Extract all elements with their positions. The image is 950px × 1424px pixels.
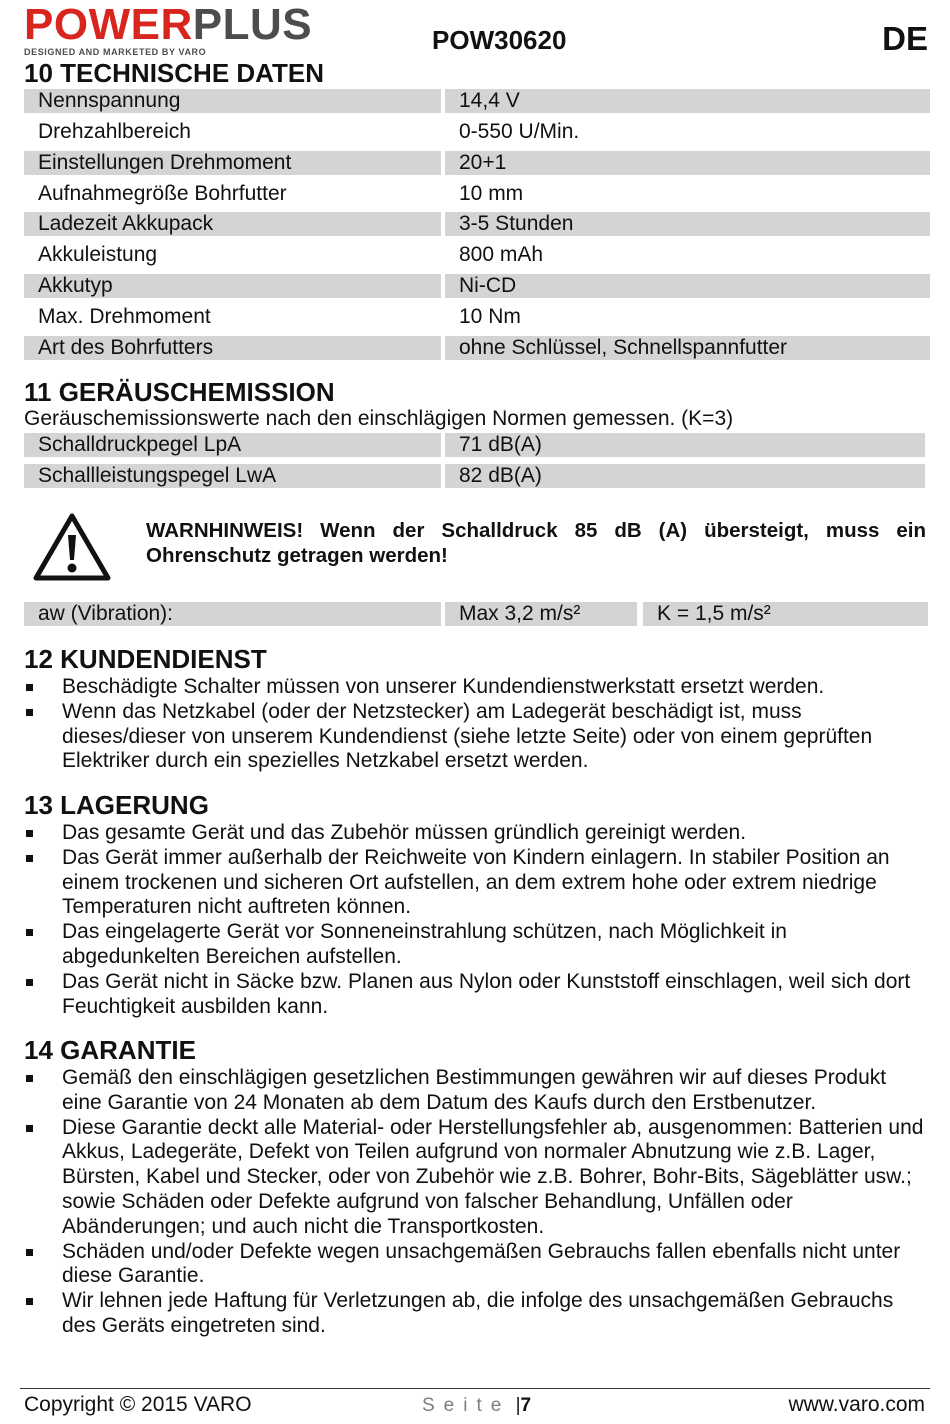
warranty-list bbox=[24, 1066, 929, 1339]
vibration-value: Max 3,2 m/s² bbox=[445, 602, 637, 626]
section-10-title: 10 TECHNISCHE DATEN bbox=[24, 58, 325, 88]
list-item bbox=[24, 1116, 929, 1240]
spec-label: Drehzahlbereich bbox=[38, 120, 191, 143]
spec-value: 0-550 U/Min. bbox=[459, 120, 580, 143]
noise-value: 82 dB(A) bbox=[445, 464, 925, 488]
logo-plus-text: PLUS bbox=[192, 0, 313, 49]
bullet-icon bbox=[26, 684, 33, 691]
noise-note: Geräuschemissionswerte nach den einschlägigen Normen gemessen. (K=3) bbox=[24, 407, 734, 430]
vibration-label: aw (Vibration): bbox=[24, 602, 441, 626]
list-item-text: Das gesamte Gerät und das Zubehör müssen gründlich gereinigt werden. bbox=[62, 821, 747, 844]
bullet-icon bbox=[26, 855, 33, 862]
noise-label: Schalldruckpegel LpA bbox=[24, 433, 441, 457]
bullet-icon bbox=[26, 709, 33, 716]
footer-seite-label: Seite bbox=[422, 1395, 511, 1416]
logo-subtitle: DESIGNED AND MARKETED BY VARO bbox=[24, 47, 207, 57]
powerplus-logo bbox=[24, 0, 358, 57]
spec-label: Einstellungen Drehmoment bbox=[24, 151, 441, 175]
spec-value: Ni-CD bbox=[445, 274, 930, 298]
list-item-text: Das eingelagerte Gerät vor Sonneneinstrahlung schützen, nach Möglichkeit in abgedunkelten Bereichen aufstellen. bbox=[62, 920, 787, 968]
bullet-icon bbox=[26, 1298, 33, 1305]
list-item-text: Wenn das Netzkabel (oder der Netzstecker) am Ladegerät beschädigt ist, muss dieses/dieser von unserem Kundendienst (siehe letzte Seite) oder von einem geprüften Elektriker durch ein spezielles Netzkabel ersetzt werden. bbox=[62, 699, 873, 773]
footer-page-number bbox=[422, 1395, 531, 1417]
spec-value: ohne Schlüssel, Schnellspannfutter bbox=[445, 336, 930, 360]
spec-value: 14,4 V bbox=[445, 89, 930, 113]
footer-divider bbox=[20, 1388, 930, 1389]
warning-triangle-icon bbox=[33, 513, 111, 581]
spec-label: Nennspannung bbox=[24, 89, 441, 113]
spec-value: 10 Nm bbox=[459, 305, 521, 328]
spec-label: Max. Drehmoment bbox=[38, 305, 211, 328]
model-number: POW30620 bbox=[432, 25, 567, 55]
list-item-text: Das Gerät immer außerhalb der Reichweite von Kindern einlagern. In stabiler Position an einem trockenen und sicheren Ort aufstellen, an dem extrem hohe oder extrem niedrige Temperaturen nicht auftreten können. bbox=[62, 845, 890, 919]
list-item bbox=[24, 970, 929, 1020]
list-item bbox=[24, 846, 929, 920]
list-item bbox=[24, 821, 929, 846]
bullet-icon bbox=[26, 830, 33, 837]
list-item-text: Wir lehnen jede Haftung für Verletzungen ab, die infolge des unsachgemäßen Gebrauchs des Geräts eingetreten sind. bbox=[62, 1289, 894, 1337]
vibration-k: K = 1,5 m/s² bbox=[643, 602, 928, 626]
list-item bbox=[24, 700, 929, 774]
service-list bbox=[24, 675, 929, 774]
spec-value: 3-5 Stunden bbox=[445, 212, 930, 236]
bullet-icon bbox=[26, 1075, 33, 1082]
list-item bbox=[24, 675, 929, 700]
page-number: 7 bbox=[520, 1395, 532, 1416]
noise-value: 71 dB(A) bbox=[445, 433, 925, 457]
list-item-text: Beschädigte Schalter müssen von unserer Kundendienstwerkstatt ersetzt werden. bbox=[62, 675, 825, 698]
list-item bbox=[24, 1066, 929, 1116]
spec-value: 800 mAh bbox=[459, 243, 544, 266]
footer-separator: | bbox=[515, 1395, 521, 1416]
spec-label: Aufnahmegröße Bohrfutter bbox=[38, 182, 287, 205]
list-item-text: Schäden und/oder Defekte wegen unsachgemäßen Gebrauchs fallen ebenfalls nicht unter diese Garantie. bbox=[62, 1239, 901, 1288]
storage-list bbox=[24, 821, 929, 1019]
noise-label: Schallleistungspegel LwA bbox=[24, 464, 441, 488]
list-item bbox=[24, 920, 929, 970]
list-item bbox=[24, 1289, 929, 1339]
list-item-text: Gemäß den einschlägigen gesetzlichen Bestimmungen gewähren wir auf dieses Produkt eine Garantie von 24 Monaten ab dem Datum des Kaufs durch den Erstbenutzer. bbox=[62, 1066, 887, 1114]
spec-value: 20+1 bbox=[445, 151, 930, 175]
section-13-title: 13 LAGERUNG bbox=[24, 790, 209, 820]
section-11-title: 11 GERÄUSCHEMISSION bbox=[24, 377, 335, 407]
spec-label: Art des Bohrfutters bbox=[24, 336, 441, 360]
bullet-icon bbox=[26, 929, 33, 936]
language-code: DE bbox=[882, 20, 928, 57]
list-item-text: Das Gerät nicht in Säcke bzw. Planen aus Nylon oder Kunststoff einschlagen, weil sich dort Feuchtigkeit ausbilden kann. bbox=[62, 969, 911, 1018]
spec-value: 10 mm bbox=[459, 182, 524, 205]
footer-copyright: Copyright © 2015 VARO bbox=[24, 1393, 252, 1416]
spec-label: Ladezeit Akkupack bbox=[24, 212, 441, 236]
section-14-title: 14 GARANTIE bbox=[24, 1035, 196, 1065]
bullet-icon bbox=[26, 1125, 33, 1132]
logo-power-text: POWER bbox=[24, 0, 193, 49]
noise-warning: WARNHINWEIS! Wenn der Schalldruck 85 dB (A) übersteigt, muss ein Ohrenschutz getragen werden! bbox=[146, 519, 926, 567]
spec-label: Akkuleistung bbox=[38, 243, 158, 266]
list-item-text: Diese Garantie deckt alle Material- oder Herstellungsfehler ab, ausgenommen: Batterien und Akkus, Ladegeräte, Defekt von Teilen aufgrund von normaler Abnutzung wie z.B. Lager, Bürsten, Kabel und Stecker, oder von Zubehör wie z.B. Bohrer, Bohr-Bits, Sägeblätter usw.; sowie Schäden oder Defekte aufgrund von falscher Behandlung, Unfällen oder Abänderungen; und auch nicht die Transportkosten. bbox=[62, 1115, 924, 1238]
section-12-title: 12 KUNDENDIENST bbox=[24, 644, 267, 674]
bullet-icon bbox=[26, 1249, 33, 1256]
footer-website-link[interactable]: www.varo.com bbox=[788, 1393, 925, 1416]
list-item bbox=[24, 1240, 929, 1290]
spec-label: Akkutyp bbox=[24, 274, 441, 298]
bullet-icon bbox=[26, 979, 33, 986]
